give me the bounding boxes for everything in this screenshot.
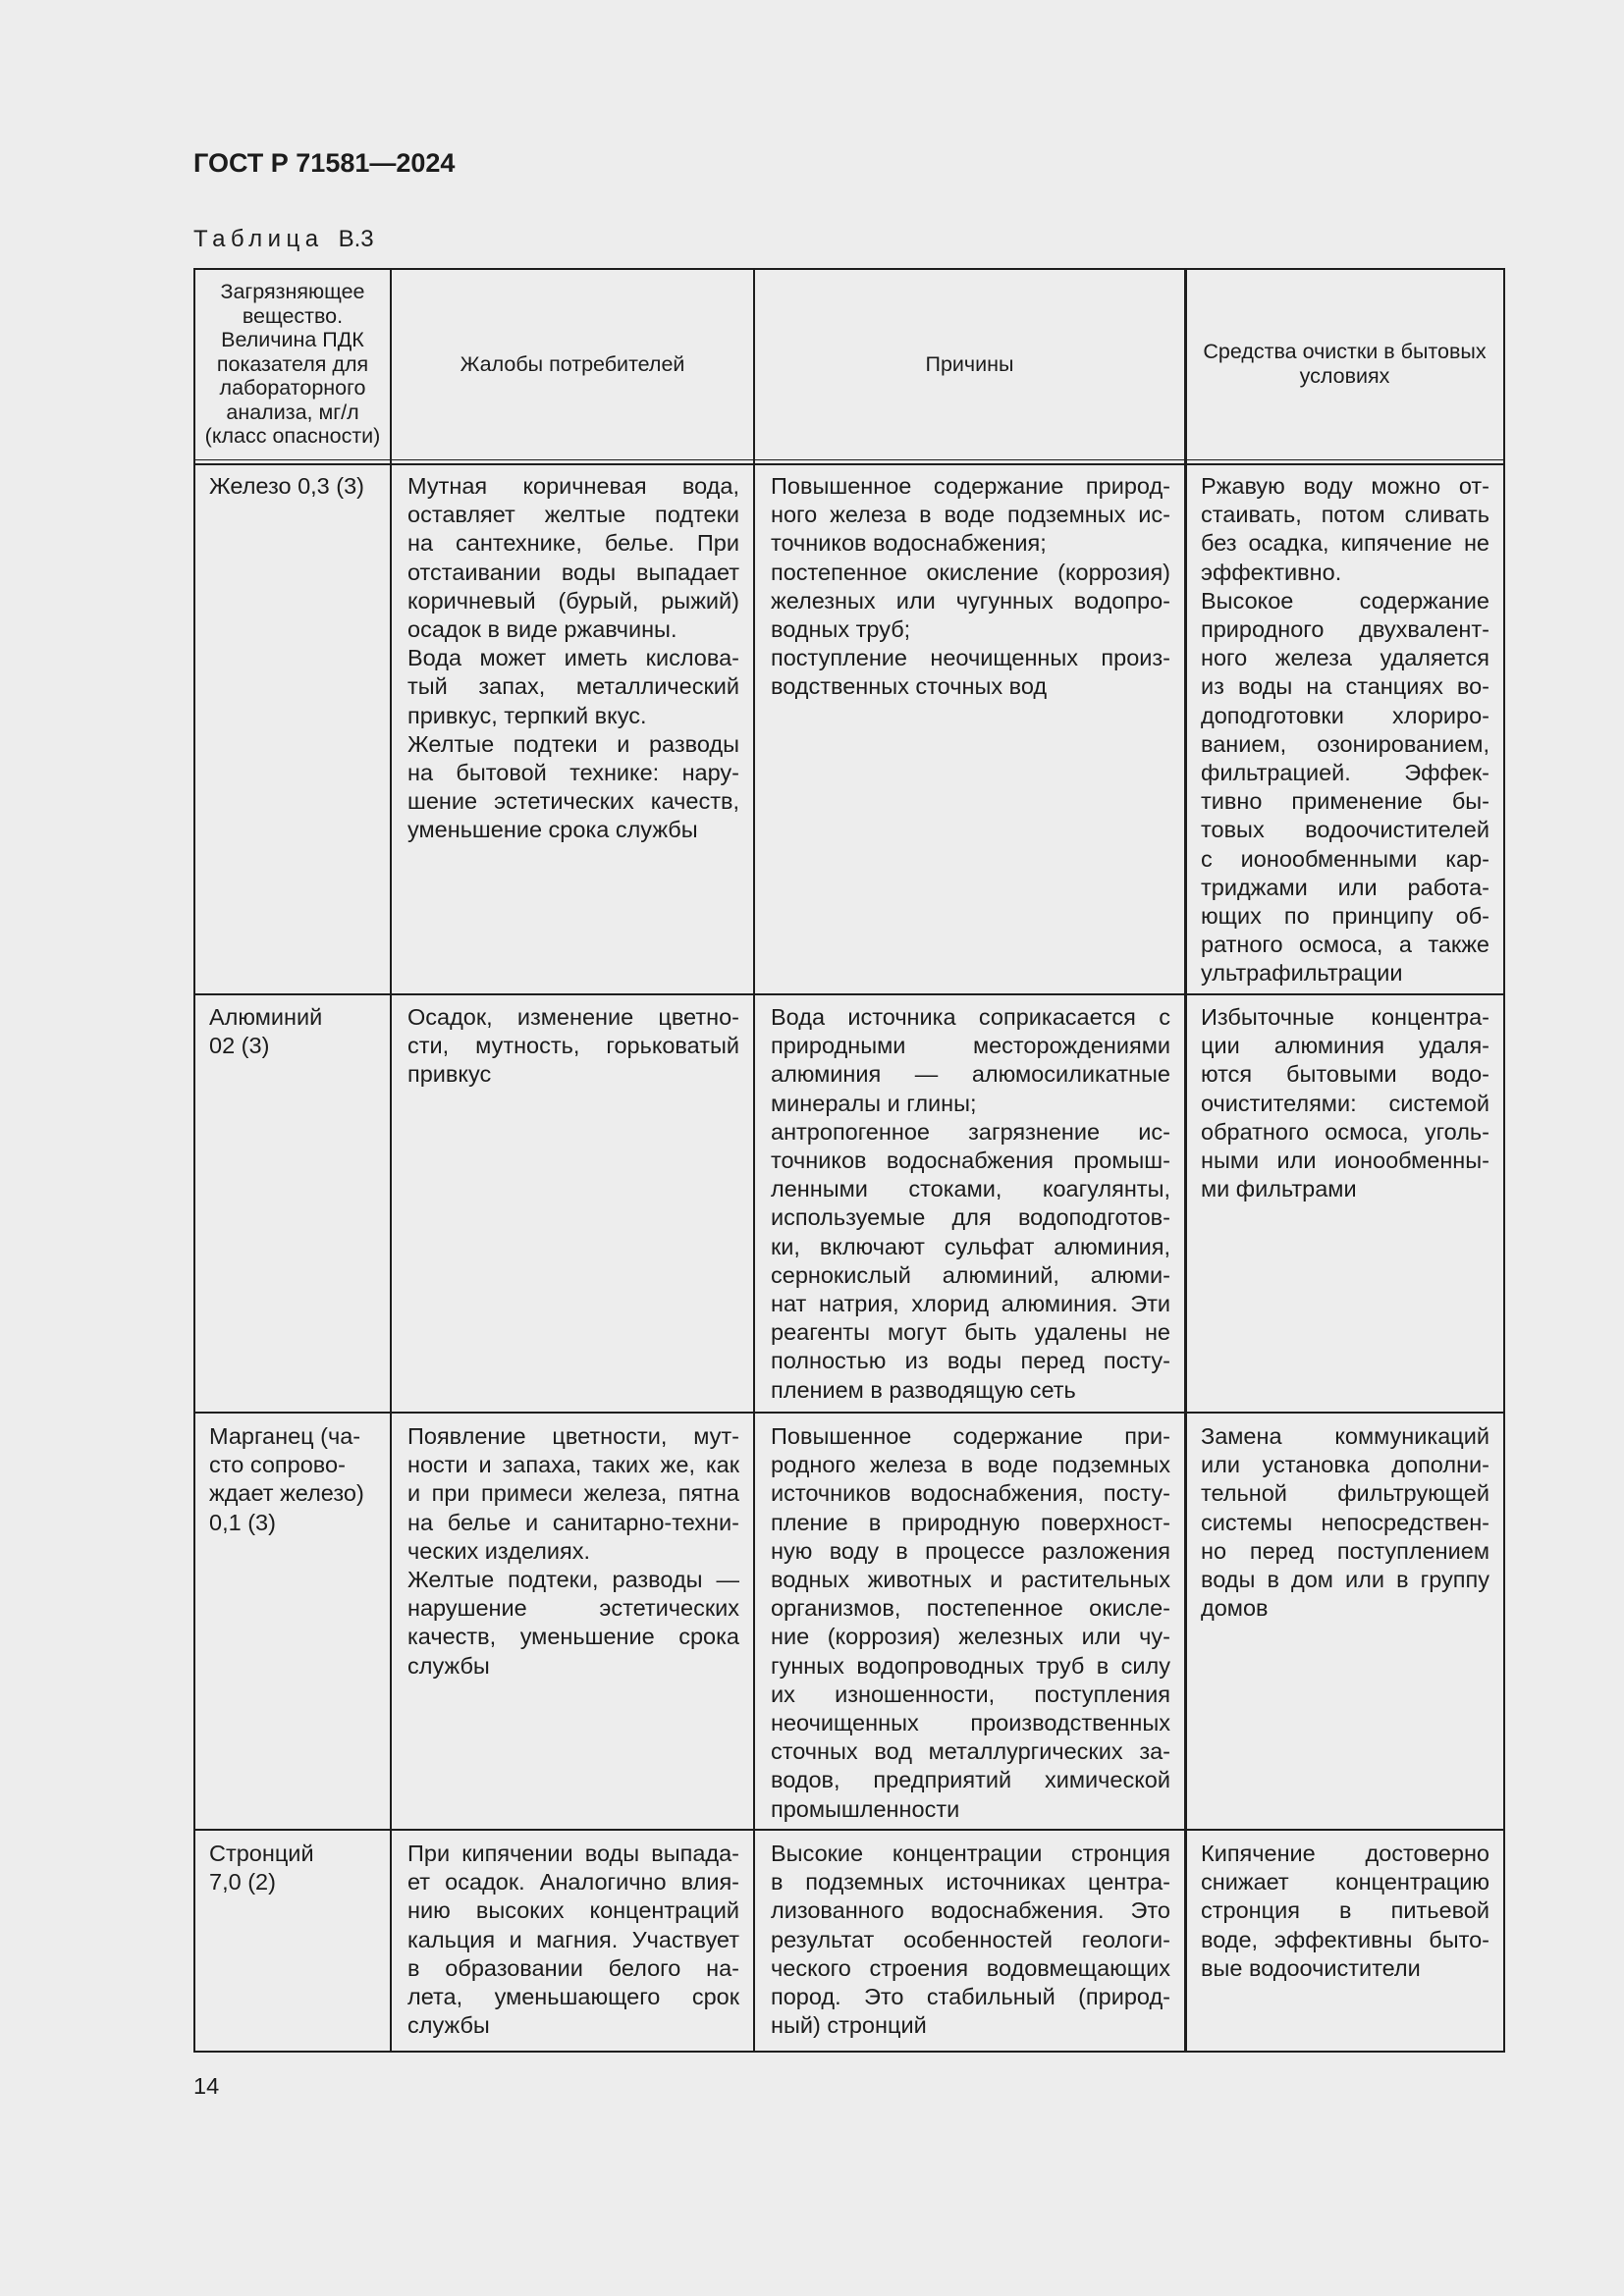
cause-line: используемые для водоподготов- bbox=[771, 1204, 1170, 1231]
complaint-line: в образовании белого на- bbox=[407, 1954, 739, 1981]
complaint-line: службы bbox=[407, 2012, 490, 2039]
cause-line: природными месторождениями bbox=[771, 1033, 1170, 1059]
table-row bbox=[193, 1831, 1505, 2051]
substance-cell bbox=[209, 472, 384, 501]
complaint-line: Осадок, изменение цветно- bbox=[407, 1004, 739, 1030]
complaint-line: сти, мутность, горьковатый bbox=[407, 1033, 739, 1059]
cause-line: организмов, постепенное окисле- bbox=[771, 1595, 1170, 1622]
cause-line: пород. Это стабильный (природ- bbox=[771, 1984, 1170, 2010]
complaints-cell bbox=[407, 472, 739, 845]
complaint-line: ности и запаха, таких же, как bbox=[407, 1452, 739, 1478]
substance-line: Марганец (ча- bbox=[209, 1423, 361, 1449]
remedy-line: ного железа удаляется bbox=[1201, 645, 1489, 671]
cause-line: полностью из воды перед посту- bbox=[771, 1348, 1170, 1374]
column-header-causes bbox=[755, 270, 1184, 458]
complaint-line: осадок в виде ржавчины. bbox=[407, 616, 677, 643]
cause-line: Высокие концентрации стронция bbox=[771, 1841, 1170, 1866]
remedy-line: эффективно. bbox=[1201, 559, 1342, 585]
complaint-line: Вода может иметь кислова- bbox=[407, 645, 739, 671]
remedy-line: тивно применение бы- bbox=[1201, 788, 1489, 815]
column-header-line: лабораторного bbox=[219, 376, 366, 400]
remedy-line: ванием, озонированием, bbox=[1201, 730, 1489, 757]
substance-line: 7,0 (2) bbox=[209, 1869, 276, 1896]
cause-line: ки, включают сульфат алюминия, bbox=[771, 1233, 1170, 1259]
remedy-line: Избыточные концентра- bbox=[1201, 1004, 1489, 1030]
cause-line: водных животных и растительных bbox=[771, 1567, 1170, 1593]
remedy-line: ультрафильтрации bbox=[1201, 960, 1403, 987]
cause-line: Вода источника соприкасается с bbox=[771, 1004, 1170, 1030]
cause-line: водов, предприятий химической bbox=[771, 1767, 1170, 1793]
causes-cell bbox=[771, 1003, 1170, 1405]
remedy-line: доподготовки хлориро- bbox=[1201, 702, 1489, 728]
complaint-line: ческих изделиях. bbox=[407, 1537, 590, 1564]
cause-line: сточных вод металлургических за- bbox=[771, 1738, 1170, 1765]
remedy-line: снижает концентрацию bbox=[1201, 1869, 1489, 1896]
complaints-cell bbox=[407, 1003, 739, 1090]
table-row bbox=[193, 995, 1505, 1412]
remedy-line: Высокое содержание bbox=[1201, 587, 1489, 614]
cause-line: ленными стоками, коагулянты, bbox=[771, 1176, 1170, 1202]
cause-line: источников водоснабжения, посту- bbox=[771, 1480, 1170, 1507]
remedy-line: очистителями: системой bbox=[1201, 1090, 1489, 1116]
substance-line: ждает железо) bbox=[209, 1480, 364, 1507]
complaint-line: качеств, уменьшение срока bbox=[407, 1624, 739, 1650]
remedies-cell bbox=[1201, 1422, 1489, 1623]
complaint-line: нарушение эстетических bbox=[407, 1595, 739, 1622]
column-header-line: анализа, мг/л bbox=[226, 400, 359, 424]
column-header-line: Жалобы потребителей bbox=[460, 351, 685, 376]
complaint-line: привкус bbox=[407, 1061, 492, 1088]
cause-line: алюминия — алюмосиликатные bbox=[771, 1061, 1170, 1088]
cause-line: лизованного водоснабжения. Это bbox=[771, 1897, 1170, 1924]
column-header-complaints bbox=[392, 270, 753, 458]
substance-cell bbox=[209, 1840, 384, 1896]
remedy-line: Ржавую воду можно от- bbox=[1201, 473, 1489, 499]
data-table bbox=[193, 268, 1505, 2053]
cause-line: водственных сточных вод bbox=[771, 673, 1048, 700]
remedy-line: вые водоочистители bbox=[1201, 1954, 1421, 1981]
cause-line: ние (коррозия) железных или чу- bbox=[771, 1624, 1170, 1650]
complaint-line: шение эстетических качеств, bbox=[407, 788, 739, 815]
header-double-rule bbox=[193, 459, 1505, 461]
substance-line: Алюминий bbox=[209, 1004, 323, 1030]
column-header-remedies bbox=[1186, 270, 1503, 458]
remedy-line: ции алюминия удаля- bbox=[1201, 1033, 1489, 1059]
complaint-line: Желтые подтеки, разводы — bbox=[407, 1567, 739, 1593]
complaint-line: Мутная коричневая вода, bbox=[407, 473, 739, 499]
column-header-line: условиях bbox=[1299, 364, 1390, 388]
column-header-substance bbox=[195, 270, 390, 458]
column-header-line: Загрязняющее bbox=[220, 279, 365, 303]
column-header-line: вещество. bbox=[242, 303, 344, 328]
cause-line: неочищенных производственных bbox=[771, 1710, 1170, 1736]
complaint-line: лета, уменьшающего срок bbox=[407, 1984, 739, 2010]
cause-line: плением в разводящую сеть bbox=[771, 1376, 1076, 1403]
cause-line: нат натрия, хлорид алюминия. Эти bbox=[771, 1291, 1170, 1317]
remedy-line: воде, эффективны быто- bbox=[1201, 1926, 1489, 1952]
cause-line: сернокислый алюминий, алюми- bbox=[771, 1261, 1170, 1288]
cause-line: поступление неочищенных произ- bbox=[771, 645, 1170, 671]
remedy-line: ющих по принципу об- bbox=[1201, 903, 1489, 930]
cause-line: ную воду в процессе разложения bbox=[771, 1537, 1170, 1564]
cause-line: реагенты могут быть удалены не bbox=[771, 1319, 1170, 1346]
remedy-line: триджами или работа- bbox=[1201, 874, 1489, 900]
complaint-line: оставляет желтые подтеки bbox=[407, 502, 739, 528]
remedy-line: стронция в питьевой bbox=[1201, 1897, 1489, 1924]
remedy-line: воды в дом или в группу bbox=[1201, 1567, 1489, 1593]
remedy-line: из воды на станциях во- bbox=[1201, 673, 1489, 700]
column-header-line: Средства очистки в бытовых bbox=[1203, 340, 1487, 364]
substance-line: сто сопрово- bbox=[209, 1452, 346, 1478]
cause-line: ческого строения водовмещающих bbox=[771, 1954, 1170, 1981]
table-border-bottom bbox=[193, 2051, 1505, 2053]
table-caption-number: В.3 bbox=[338, 226, 374, 252]
cause-line: точников водоснабжения промыш- bbox=[771, 1148, 1170, 1174]
cause-line: результат особенностей геологи- bbox=[771, 1926, 1170, 1952]
table-row bbox=[193, 1414, 1505, 1829]
cause-line: пление в природную поверхност- bbox=[771, 1509, 1170, 1535]
remedy-line: но перед поступлением bbox=[1201, 1537, 1489, 1564]
cause-line: антропогенное загрязнение ис- bbox=[771, 1118, 1170, 1145]
column-header-line: показателя для bbox=[216, 351, 369, 376]
complaint-line: службы bbox=[407, 1652, 490, 1679]
complaint-line: на сантехнике, белье. При bbox=[407, 530, 739, 557]
cause-line: Повышенное содержание природ- bbox=[771, 473, 1170, 499]
remedy-line: с ионообменными кар- bbox=[1201, 845, 1489, 872]
cause-line: ный) стронций bbox=[771, 2012, 927, 2039]
substance-cell bbox=[209, 1003, 384, 1060]
remedy-line: Кипячение достоверно bbox=[1201, 1841, 1489, 1866]
remedy-line: природного двухвалент- bbox=[1201, 616, 1489, 643]
causes-cell bbox=[771, 1422, 1170, 1824]
complaint-line: ет осадок. Аналогично влия- bbox=[407, 1869, 739, 1896]
cause-line: точников водоснабжения; bbox=[771, 530, 1047, 557]
cause-line: ного железа в воде подземных ис- bbox=[771, 502, 1170, 528]
complaint-line: коричневый (бурый, рыжий) bbox=[407, 587, 739, 614]
causes-cell bbox=[771, 472, 1170, 702]
cause-line: их изношенности, поступления bbox=[771, 1681, 1170, 1707]
substance-line: 0,1 (3) bbox=[209, 1509, 276, 1535]
remedy-line: системы непосредствен- bbox=[1201, 1509, 1489, 1535]
remedy-line: фильтрацией. Эффек- bbox=[1201, 760, 1489, 786]
remedy-line: ми фильтрами bbox=[1201, 1176, 1357, 1202]
complaint-line: нию высоких концентраций bbox=[407, 1897, 739, 1924]
table-row bbox=[193, 465, 1505, 993]
remedy-line: Замена коммуникаций bbox=[1201, 1423, 1489, 1449]
complaint-line: отстаивании воды выпадает bbox=[407, 559, 739, 585]
complaint-line: При кипячении воды выпада- bbox=[407, 1841, 739, 1866]
complaints-cell bbox=[407, 1840, 739, 2040]
table-caption bbox=[193, 225, 374, 253]
substance-line: 02 (3) bbox=[209, 1033, 270, 1059]
cause-line: в подземных источниках центра- bbox=[771, 1869, 1170, 1896]
complaint-line: Желтые подтеки и разводы bbox=[407, 730, 739, 757]
cause-line: постепенное окисление (коррозия) bbox=[771, 559, 1170, 585]
complaint-line: на бытовой технике: нару- bbox=[407, 760, 739, 786]
cause-line: Повышенное содержание при- bbox=[771, 1423, 1170, 1449]
complaints-cell bbox=[407, 1422, 739, 1681]
substance-cell bbox=[209, 1422, 384, 1537]
cause-line: промышленности bbox=[771, 1795, 960, 1822]
remedy-line: ными или ионообменны- bbox=[1201, 1148, 1489, 1174]
complaint-line: уменьшение срока службы bbox=[407, 817, 698, 843]
substance-line: Стронций bbox=[209, 1841, 314, 1866]
remedy-line: тельной фильтрующей bbox=[1201, 1480, 1489, 1507]
complaint-line: Появление цветности, мут- bbox=[407, 1423, 739, 1449]
remedy-line: без осадка, кипячение не bbox=[1201, 530, 1489, 557]
page-number: 14 bbox=[193, 2073, 220, 2099]
causes-cell bbox=[771, 1840, 1170, 2040]
remedy-line: или установка дополни- bbox=[1201, 1452, 1489, 1478]
complaint-line: привкус, терпкий вкус. bbox=[407, 702, 647, 728]
substance-line: Железо 0,3 (3) bbox=[209, 473, 364, 499]
remedy-line: ратного осмоса, а также bbox=[1201, 932, 1489, 958]
column-header-line: Причины bbox=[925, 351, 1014, 376]
column-header-line: (класс опасности) bbox=[204, 424, 381, 449]
complaint-line: тый запах, металлический bbox=[407, 673, 739, 700]
cause-line: минералы и глины; bbox=[771, 1090, 977, 1116]
remedy-line: товых водоочистителей bbox=[1201, 817, 1489, 843]
cause-line: гунных водопроводных труб в силу bbox=[771, 1652, 1170, 1679]
complaint-line: на белье и санитарно-техни- bbox=[407, 1509, 739, 1535]
remedies-cell bbox=[1201, 1003, 1489, 1203]
remedies-cell bbox=[1201, 1840, 1489, 1983]
complaint-line: кальция и магния. Участвует bbox=[407, 1926, 739, 1952]
cause-line: родного железа в воде подземных bbox=[771, 1452, 1170, 1478]
remedy-line: домов bbox=[1201, 1595, 1269, 1622]
remedy-line: обратного осмоса, уголь- bbox=[1201, 1118, 1489, 1145]
complaint-line: и при примеси железа, пятна bbox=[407, 1480, 739, 1507]
table-caption-label: Таблица bbox=[193, 226, 324, 252]
remedy-line: стаивать, потом сливать bbox=[1201, 502, 1489, 528]
document-code: ГОСТ Р 71581—2024 bbox=[193, 148, 456, 178]
remedies-cell bbox=[1201, 472, 1489, 988]
cause-line: железных или чугунных водопро- bbox=[771, 587, 1170, 614]
remedy-line: ются бытовыми водо- bbox=[1201, 1061, 1489, 1088]
cause-line: водных труб; bbox=[771, 616, 911, 643]
column-header-line: Величина ПДК bbox=[221, 328, 364, 352]
